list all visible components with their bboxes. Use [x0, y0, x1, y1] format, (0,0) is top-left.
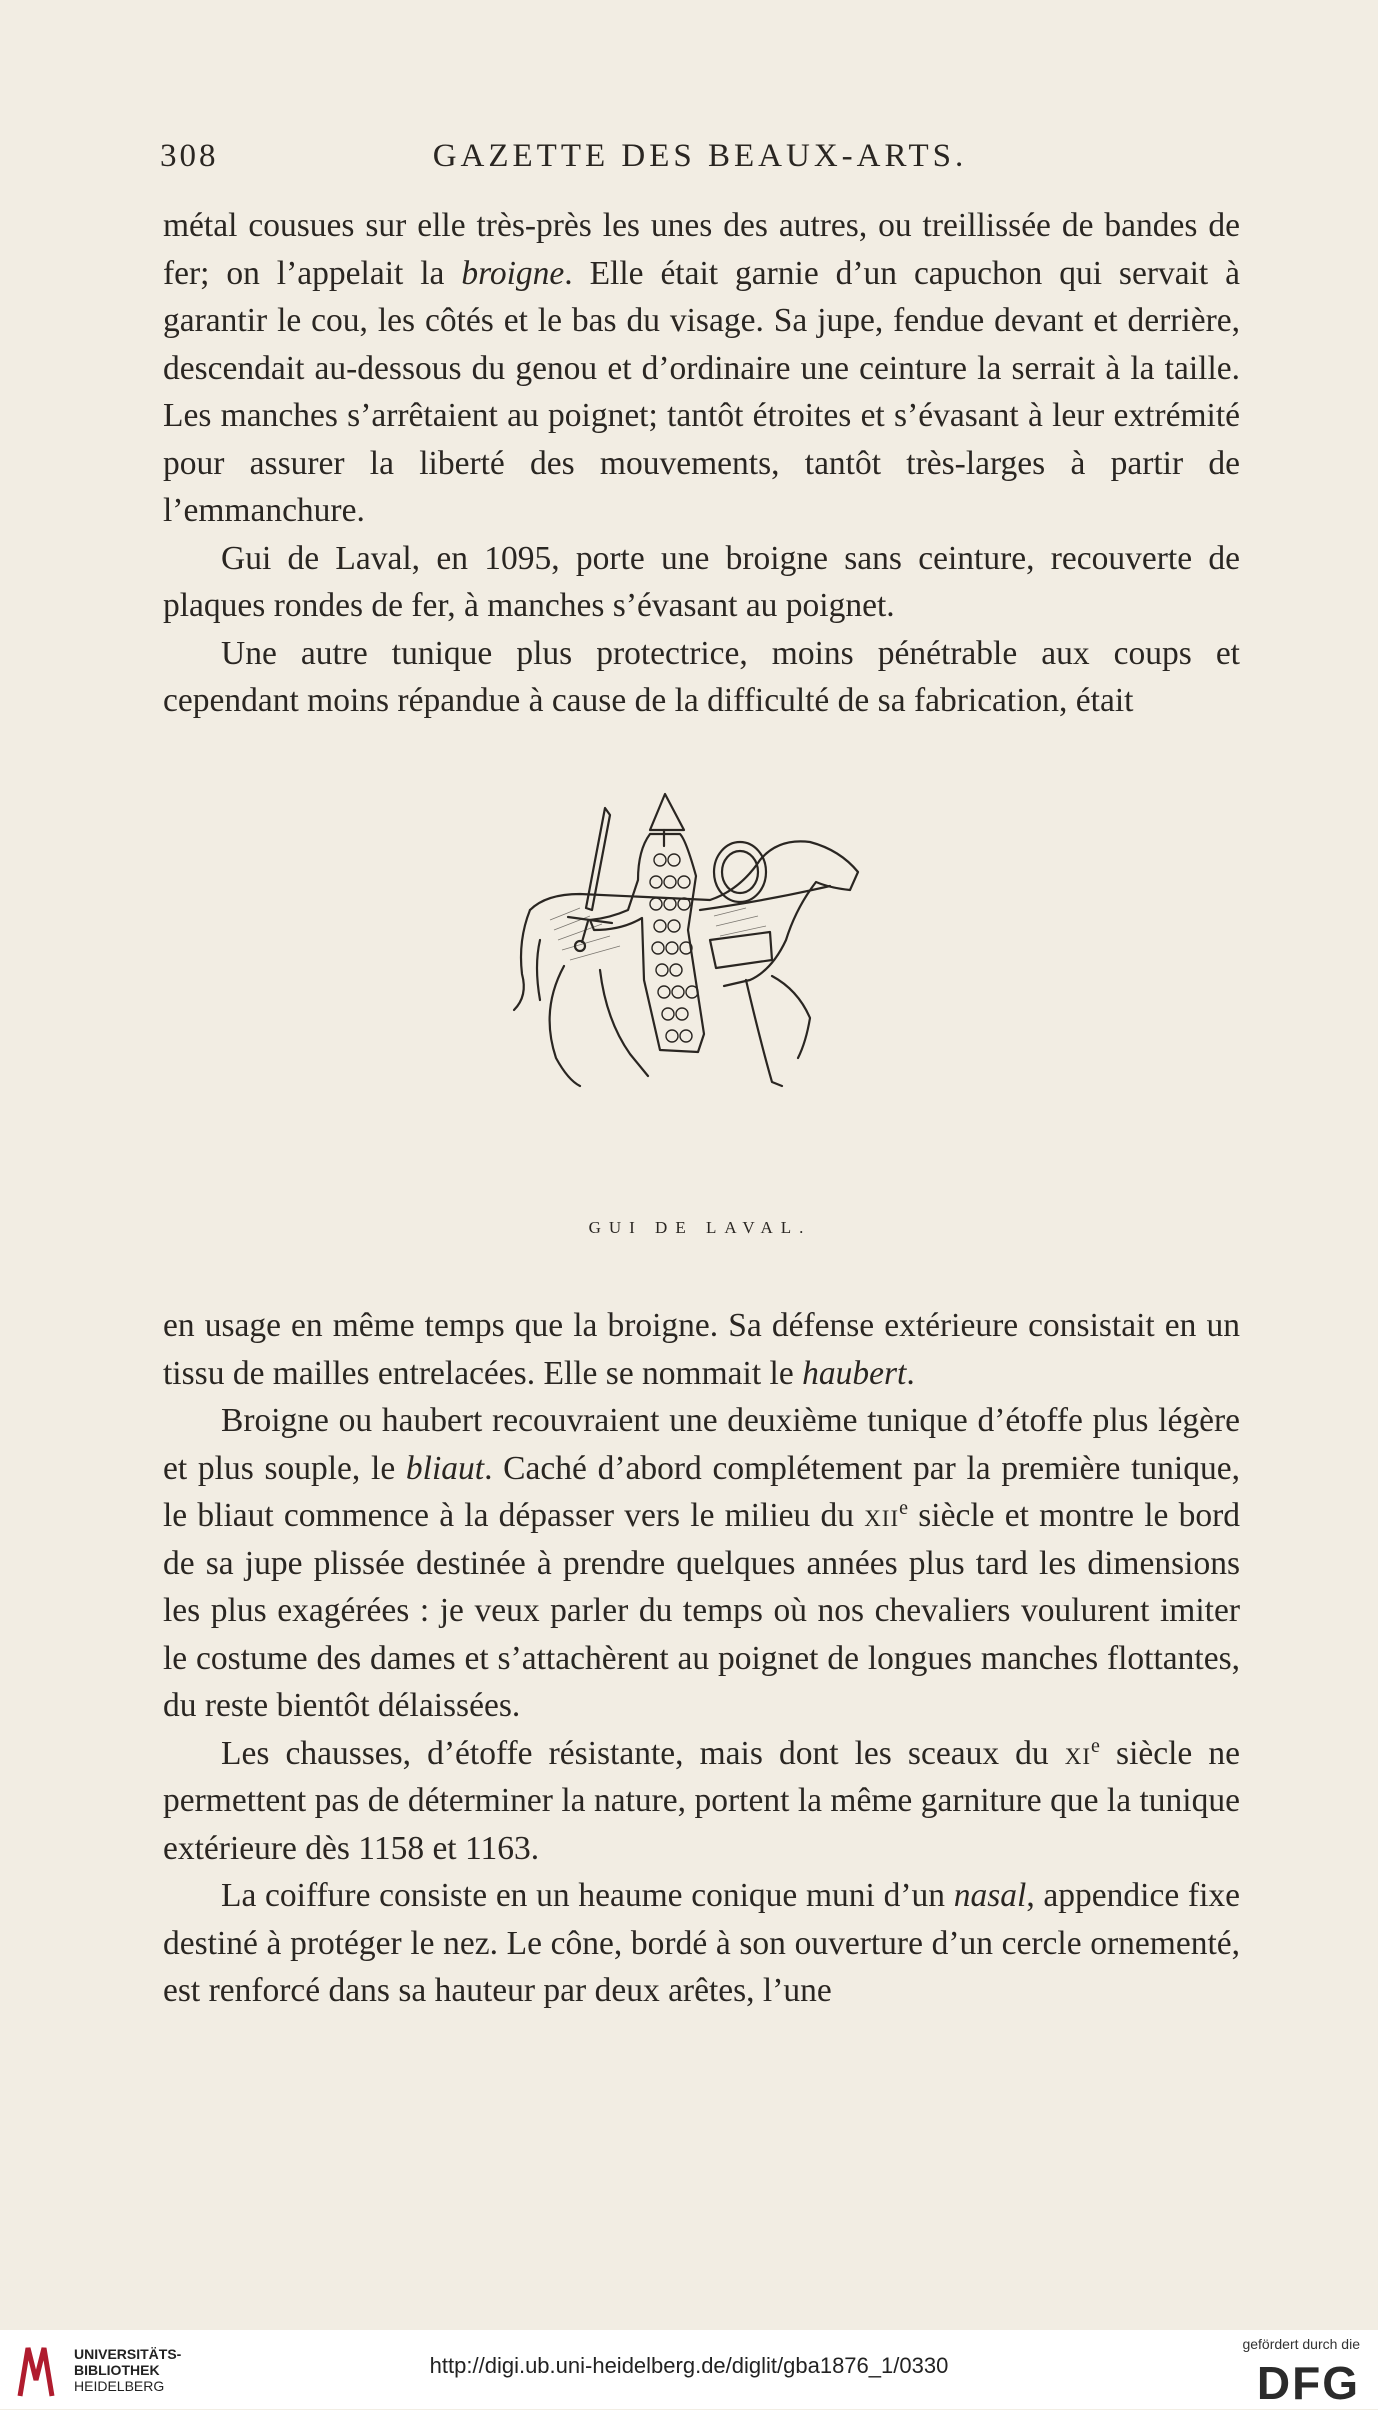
paragraph: Gui de Laval, en 1095, porte une broigne sans ceinture, recouverte de plaques rondes de fer, à manches s’évasant au poignet.	[163, 539, 1240, 624]
text-block-top	[163, 202, 1240, 725]
running-header	[160, 138, 1240, 178]
figure-caption: GUI DE LAVAL.	[588, 1218, 812, 1237]
running-title: GAZETTE DES BEAUX-ARTS.	[432, 138, 968, 174]
paragraph: Broigne ou haubert recouvraient une deuxième tunique d’étoffe plus légère et plus souple, le bliaut. Caché d’abord complétement par la première tunique, le bliaut commence à la dépasser vers le milieu du xii$^e$ siècle et montre le bord de sa jupe plissée destinée à prendre quelques années plus tard les dimensions les plus exagérées : je veux parler du temps où nos chevaliers voulurent imiter le costume des dames et s’attachèrent au poignet de longues manches flottantes, du reste bientôt délaissées.	[163, 1402, 1240, 1724]
paragraph: La coiffure consiste en un heaume conique muni d’un nasal, appendice fixe destiné à protéger le nez. Le cône, bordé à son ouverture d’un cercle ornementé, est renforcé dans sa hauteur par deux arêtes, l’une	[163, 1877, 1241, 2009]
dfg-logo: DFG	[1256, 2357, 1360, 2409]
funded-by-label: gefördert durch die	[1242, 2336, 1360, 2352]
library-name: UNIVERSITÄTS- BIBLIOTHEK HEIDELBERG	[74, 2346, 182, 2394]
engraving-illustration	[510, 790, 890, 1190]
page-number: 308	[160, 138, 219, 174]
paragraph: Une autre tunique plus protectrice, moins pénétrable aux coups et cependant moins répandue à cause de la difficulté de sa fabrication, était	[163, 634, 1240, 719]
italic-term: nasal	[953, 1877, 1027, 1914]
italic-term: haubert	[802, 1354, 907, 1392]
century-numeral: xii	[864, 1497, 900, 1534]
text-block-bottom	[163, 1302, 1240, 2015]
century-numeral: xi	[1064, 1734, 1092, 1772]
knight-on-horse-engraving	[510, 790, 890, 1190]
digitization-footer	[0, 2330, 1378, 2409]
paragraph: en usage en même temps que la broigne. Sa défense extérieure consistait en un tissu de mailles entrelacées. Elle se nommait le haubert.	[163, 1307, 1240, 1392]
italic-term: broigne	[461, 254, 565, 292]
paragraph: Les chausses, d’étoffe résistante, mais dont les sceaux du $xi^e$ siècle ne permettent pas de déterminer la nature, portent la même garniture que la tunique extérieure dès 1158 et 1163.	[163, 1734, 1240, 1867]
source-url-link[interactable]: http://digi.ub.uni-heidelberg.de/diglit/gba1876_1/0330	[429, 2353, 949, 2378]
paragraph: métal cousues sur elle très-près les unes des autres, ou treillissée de bandes de fer; on l’appelait la broigne. Elle était garnie d’un capuchon qui servait à garantir le cou, les côtés et le bas du visage. Sa jupe, fendue devant et derrière, descendait au-dessous du genou et d’ordinaire une ceinture la serrait à la taille. Les manches s’arrêtaient au poignet; tantôt étroites et s’évasant à leur extrémité pour assurer la liberté des mouvements, tantôt très-larges à partir de l’emmanchure.	[163, 207, 1241, 529]
italic-term: bliaut	[405, 1449, 485, 1487]
